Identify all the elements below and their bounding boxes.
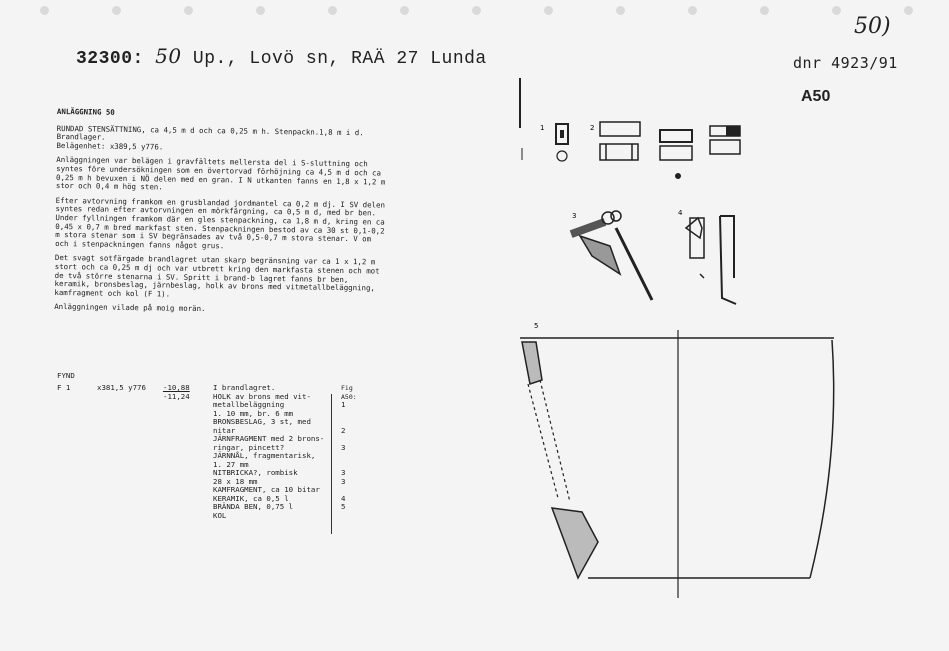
list-item: metallbeläggning <box>213 400 285 409</box>
catalog-header <box>76 44 487 69</box>
handwritten-page-number: 50) <box>854 14 891 39</box>
binder-hole <box>544 6 553 15</box>
binder-hole <box>256 6 265 15</box>
column-divider <box>331 394 332 534</box>
list-item: I brandlagret. <box>213 383 276 392</box>
bronze-mount-drawing <box>600 122 740 179</box>
figure-ref <box>341 435 371 444</box>
binder-hole <box>400 6 409 15</box>
catalog-number: 32300: <box>76 49 144 69</box>
artifact-drawing-plate <box>510 78 840 618</box>
list-item: BRONSBESLAG, 3 st, med <box>213 417 311 426</box>
binder-hole <box>472 6 481 15</box>
list-item: 28 x 18 mm <box>213 476 258 486</box>
registration-number: dnr 4923/91 <box>793 54 898 72</box>
binder-hole <box>40 6 49 15</box>
list-item: 1. 10 mm, br. 6 mm <box>213 408 294 418</box>
figure-ref: 1 <box>341 400 346 409</box>
description-paragraph: Efter avtorvning framkom en grusblandad jordmantel ca 0,2 m dj. I SV delen syntes redan efter avtorvningen en mörkfärgning, ca 0,5 m d, med br ben. Under fyllningen framkom där en gles stenpackning, ca 1,8 m d, kring en ca 0,45 x 0,7 m bred markfast sten. Stenpackningen bestod av ca 30 st 0,1-0,2 m stora stenar som i SV begränsades av två 0,5-0,7 m stora stenar. V om och i stenpackningen fanns något grus. <box>55 195 386 251</box>
binder-hole <box>760 6 769 15</box>
list-item: JÄRNNÅL, fragmentarisk, <box>213 451 316 460</box>
catalog-handwritten-number: 50 <box>155 44 182 68</box>
binder-hole <box>328 6 337 15</box>
figure-column-header: Fig A50: <box>341 384 357 401</box>
figure-ref: 5 <box>341 502 346 511</box>
figure-ref: 3 <box>341 468 346 477</box>
binder-hole <box>904 6 913 15</box>
figure-label: 2 <box>590 124 595 132</box>
description-paragraph: RUNDAD STENSÄTTNING, ca 4,5 m d och ca 0,25 m h. Stenpackn.1,8 m i d. Brandlager. <box>56 123 364 142</box>
binder-hole <box>112 6 121 15</box>
description-paragraph: Det svagt sotfärgade brandlagret utan skarp begränsning var ca 1 x 1,2 m stort och ca 0,25 m dj och var utbrett kring den markfasta stenen och mot de två större stenarna i SV. Spritt i brand-b lagret fanns br ben, keramik, bronsbeslag, järnbeslag, holk av brons med vitmetallbeläggning, kamfragment och kol (F 1). <box>54 253 380 299</box>
comb-fragment-drawing <box>690 216 736 304</box>
figure-ref <box>341 461 371 470</box>
figure-ref <box>341 452 371 461</box>
description-paragraph: Belägenhet: x389,5 y776. <box>56 140 164 152</box>
bronze-socket-drawing <box>556 124 568 161</box>
list-item: JÄRNFRAGMENT med 2 brons- <box>213 434 325 443</box>
plate-label: A50 <box>801 88 831 105</box>
list-item: KAMFRAGMENT, ca 10 bitar <box>213 485 320 494</box>
list-item: KERAMIK, ca 0,5 l <box>213 493 289 503</box>
finds-heading: FYND <box>57 371 75 380</box>
list-item: KOL <box>213 510 227 520</box>
description-paragraph: Anläggningen vilade på moig morän. <box>54 302 206 314</box>
figure-reference-column <box>341 384 371 512</box>
figure-ref: 2 <box>341 425 346 435</box>
binder-holes <box>0 6 949 20</box>
list-item: NITBRICKA?, rombisk <box>213 468 298 477</box>
binder-hole <box>616 6 625 15</box>
figure-label: 5 <box>534 322 539 330</box>
list-item: 1. 27 mm <box>213 459 249 469</box>
figure-label: 3 <box>572 212 577 220</box>
depth-bottom: -11,24 <box>163 391 190 401</box>
list-item: nitar <box>213 425 236 435</box>
figure-ref <box>341 486 371 495</box>
figure-ref: 4 <box>341 493 346 503</box>
binder-hole <box>184 6 193 15</box>
figure-ref: 3 <box>341 476 346 486</box>
find-coordinates: x381,5 y776 <box>97 383 146 392</box>
list-item: HOLK av brons med vit- <box>213 391 311 401</box>
description-block <box>54 108 387 322</box>
list-item: ringar, pincett? <box>213 442 285 452</box>
list-item: BRÄNDA BEN, 0,75 l <box>213 502 294 511</box>
figure-label: 1 <box>540 124 545 132</box>
binder-hole <box>832 6 841 15</box>
pottery-vessel-drawing <box>520 330 834 598</box>
section-title: ANLÄGGNING 50 <box>56 107 115 117</box>
figure-ref <box>341 418 371 427</box>
figure-ref <box>341 410 371 419</box>
site-location: Up., Lovö sn, RAÄ 27 Lunda <box>192 49 487 69</box>
binder-hole <box>688 6 697 15</box>
description-paragraph: Anläggningen var belägen i gravfältets mellersta del i S-sluttning och syntes före undersökningen som en övertorvad förhöjning ca 4,5 m d och ca 0,25 m h bevuxen i NÖ delen med en gran. I N utkanten fanns en 1,8 x 1,2 m stor och 0,4 m hög sten. <box>55 155 386 192</box>
find-id: F 1 <box>57 383 71 392</box>
find-depth <box>163 384 190 401</box>
find-items-list <box>213 384 325 520</box>
iron-fragment-drawing <box>570 211 702 300</box>
figure-label: 4 <box>678 209 683 217</box>
figure-ref: 3 <box>341 442 346 452</box>
depth-top: -10,88 <box>163 383 190 392</box>
